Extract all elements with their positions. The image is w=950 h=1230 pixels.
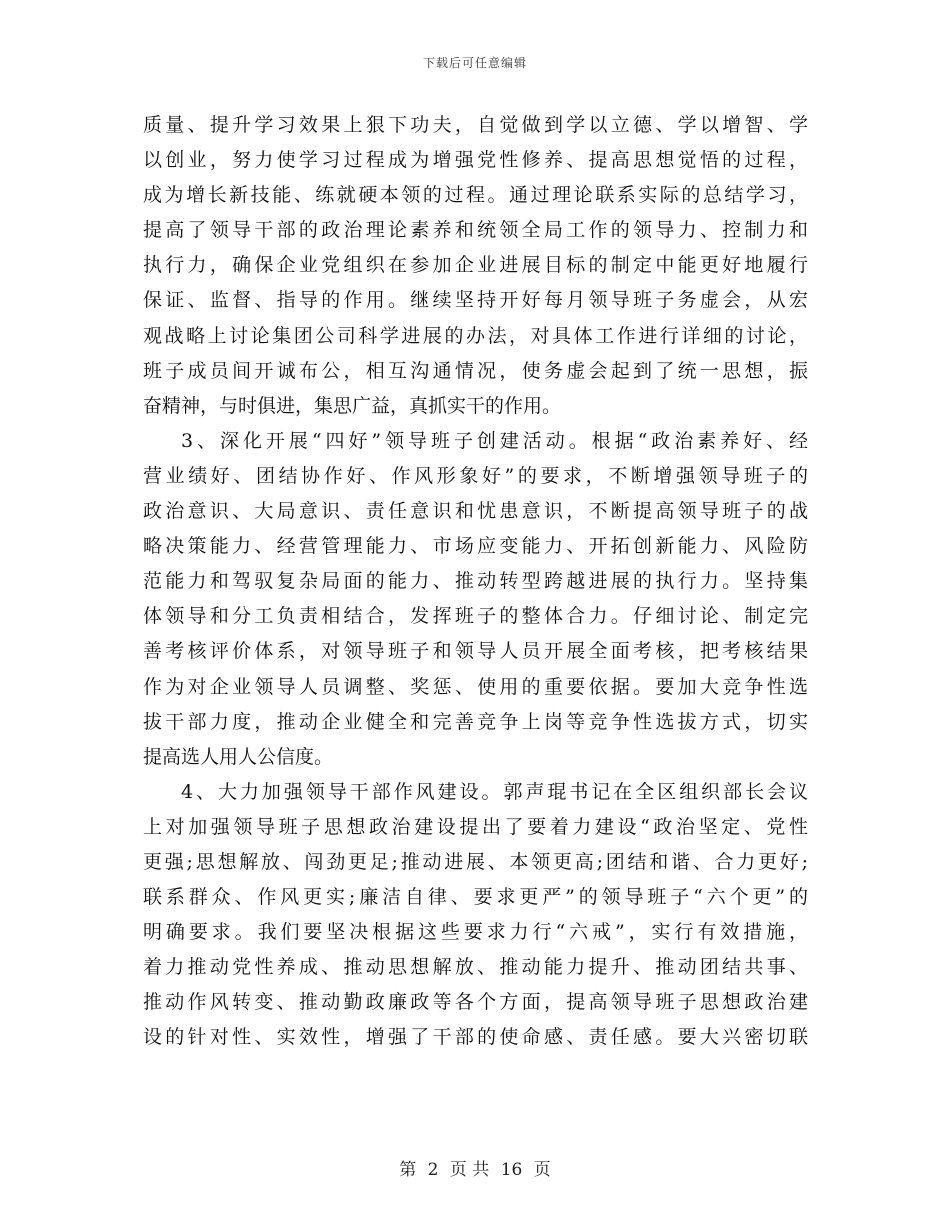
text-line: 体领导和分工负责相结合，发挥班子的整体合力。仔细讨论、制定完 — [143, 605, 808, 628]
text-line: 提高了领导干部的政治理论素养和统领全局工作的领导力、控制力和 — [143, 219, 808, 242]
text-line: 提高选人用人公信度。 — [143, 745, 334, 768]
text-line: 上对加强领导班子思想政治建设提出了要着力建设“政治坚定、党性 — [143, 815, 808, 838]
text-line: 更强;思想解放、闯劲更足;推动进展、本领更高;团结和谐、合力更好; — [143, 850, 808, 873]
text-line: 善考核评价体系，对领导班子和领导人员开展全面考核，把考核结果 — [143, 640, 808, 663]
text-line: 推动作风转变、推动勤政廉政等各个方面，提高领导班子思想政治建 — [143, 991, 808, 1014]
footer-suffix: 页 — [533, 1160, 551, 1180]
footer-prefix: 第 — [399, 1160, 417, 1180]
text-line: 联系群众、作风更实;廉洁自律、要求更严”的领导班子“六个更”的 — [143, 886, 808, 909]
footer-current-page: 2 — [427, 1160, 439, 1180]
text-line: 拔干部力度，推动企业健全和完善竞争上岗等竞争性选拔方式，切实 — [143, 710, 808, 733]
footer-middle: 页 共 — [449, 1160, 490, 1180]
text-line: 作为对企业领导人员调整、奖惩、使用的重要依据。要加大竞争性选 — [143, 675, 808, 698]
text-line: 成为增长新技能、练就硬本领的过程。通过理论联系实际的总结学习， — [143, 184, 808, 207]
text-line: 质量、提升学习效果上狠下功夫，自觉做到学以立德、学以增智、学 — [143, 114, 808, 136]
text-line: 着力推动党性养成、推动思想解放、推动能力提升、推动团结共事、 — [143, 956, 808, 979]
text-line: 奋精神，与时俱进，集思广益，真抓实干的作用。 — [143, 394, 562, 417]
page-header: 下载后可任意编辑 — [422, 56, 527, 70]
text-line: 明确要求。我们要坚决根据这些要求力行“六戒”，实行有效措施， — [143, 921, 808, 944]
text-line: 范能力和驾驭复杂局面的能力、推动转型跨越进展的执行力。坚持集 — [143, 570, 808, 593]
text-line: 设的针对性、实效性，增强了干部的使命感、责任感。要大兴密切联 — [143, 1026, 808, 1049]
text-line: 执行力，确保企业党组织在参加企业进展目标的制定中能更好地履行 — [143, 254, 808, 277]
footer-total-pages: 16 — [500, 1160, 523, 1180]
text-line: 4、大力加强领导干部作风建设。郭声琨书记在全区组织部长会议 — [181, 780, 808, 803]
text-line: 政治意识、大局意识、责任意识和忧患意识，不断提高领导班子的战 — [143, 500, 808, 523]
text-line: 3、深化开展“四好”领导班子创建活动。根据“政治素养好、经 — [181, 429, 808, 452]
text-line: 保证、监督、指导的作用。继续坚持开好每月领导班子务虚会，从宏 — [143, 289, 808, 312]
document-body — [143, 108, 808, 1056]
text-line: 以创业，努力使学习过程成为增强党性修养、提高思想觉悟的过程， — [143, 149, 808, 172]
text-line: 班子成员间开诚布公，相互沟通情况，使务虚会起到了统一思想，振 — [143, 359, 808, 382]
text-line: 营业绩好、团结协作好、作风形象好”的要求，不断增强领导班子的 — [143, 464, 808, 487]
text-line: 观战略上讨论集团公司科学进展的办法，对具体工作进行详细的讨论， — [143, 324, 808, 347]
page-footer — [0, 1155, 950, 1180]
text-line: 略决策能力、经营管理能力、市场应变能力、开拓创新能力、风险防 — [143, 535, 808, 558]
